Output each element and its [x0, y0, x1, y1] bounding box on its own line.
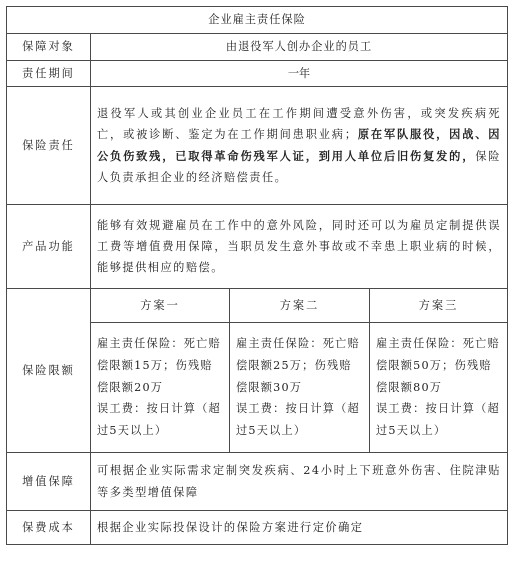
insured-label: 保障对象	[7, 34, 91, 61]
value-added-label: 增值保障	[7, 453, 91, 511]
plan-2-lost-wages: 误工费：按日计算（超过5天以上）	[236, 402, 360, 438]
insured-value: 由退役军人创办企业的员工	[91, 34, 508, 61]
table-title: 企业雇主责任保险	[7, 7, 508, 34]
plan-1-liability: 雇主责任保险：死亡赔偿限额15万；伤残赔偿限额20万	[97, 336, 221, 394]
plan-1-details	[91, 323, 230, 453]
plan-1-header: 方案一	[91, 289, 230, 323]
insurance-table	[6, 6, 508, 545]
plan-3-liability: 雇主责任保险：死亡赔偿限额50万；伤残赔偿限额80万	[376, 336, 500, 394]
cost-text: 根据企业实际投保设计的保险方案进行定价确定	[91, 511, 508, 545]
liability-text	[91, 87, 508, 205]
plan-3-header: 方案三	[370, 289, 508, 323]
liability-text-2: 保险人负责承担企业的经济赔偿责任。	[97, 149, 501, 184]
plan-1-lost-wages: 误工费：按日计算（超过5天以上）	[97, 402, 221, 438]
period-value: 一年	[91, 61, 508, 87]
plan-3-details	[370, 323, 508, 453]
plan-2-liability: 雇主责任保险：死亡赔偿限额25万；伤残赔偿限额30万	[236, 336, 360, 394]
plan-2-header: 方案二	[230, 289, 370, 323]
liability-bold-text: 原在军队服役，因战、因公负伤致残，已取得革命伤残军人证，到用人单位后旧伤复发的，	[97, 127, 501, 163]
value-added-text: 可根据企业实际需求定制突发疾病、24小时上下班意外伤害、住院津贴等多类型增值保障	[91, 453, 508, 511]
liability-label: 保险责任	[7, 87, 91, 205]
cost-label: 保费成本	[7, 511, 91, 545]
limits-label: 保险限额	[7, 289, 91, 453]
period-label: 责任期间	[7, 61, 91, 87]
plan-3-lost-wages: 误工费：按日计算（超过5天以上）	[376, 402, 500, 438]
plan-2-details	[230, 323, 370, 453]
function-label: 产品功能	[7, 205, 91, 289]
function-text: 能够有效规避雇员在工作中的意外风险，同时还可以为雇员定制提供误工费等增值费用保障，当职员发生意外事故或不幸患上职业病的时候，能够提供相应的赔偿。	[91, 205, 508, 289]
liability-text-1: 退役军人或其创业企业员工在工作期间遭受意外伤害，或突发疾病死亡，或被诊断、鉴定为在工作期间患职业病；	[97, 106, 502, 142]
